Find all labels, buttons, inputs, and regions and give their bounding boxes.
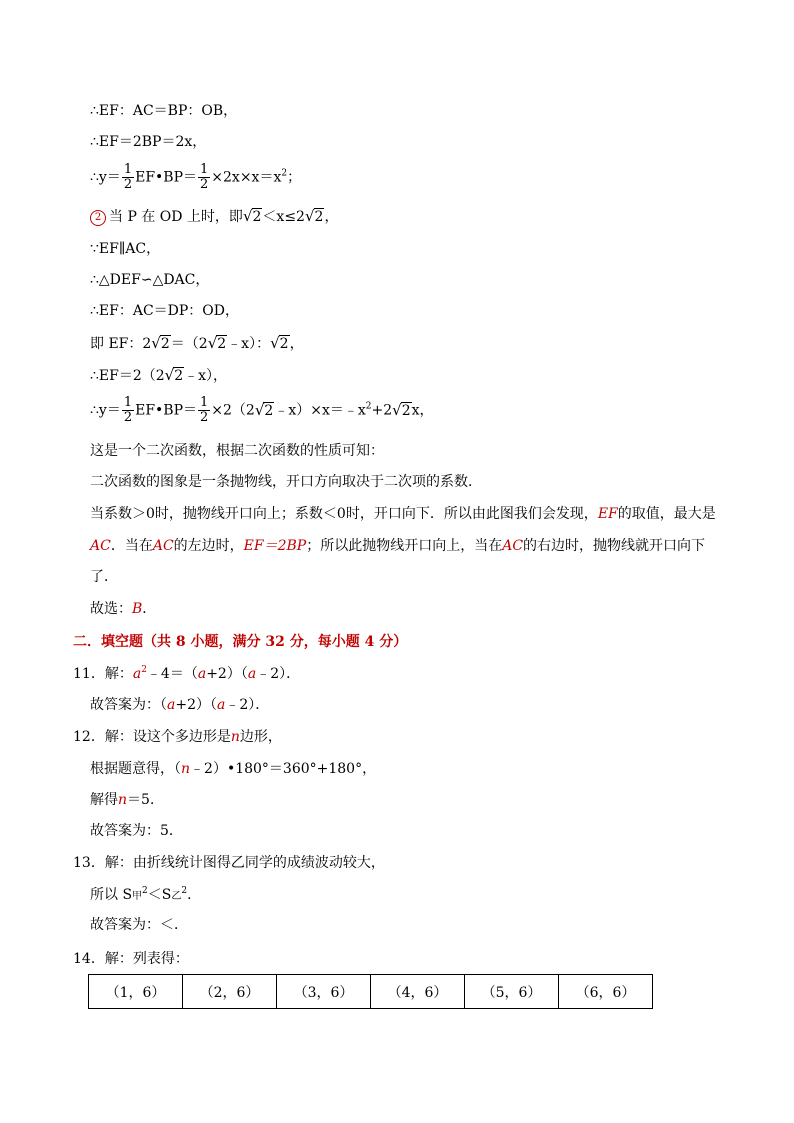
text: ∴EF：AC＝BP：OB，: [90, 103, 238, 119]
answer-choice: [90, 599, 156, 619]
fraction-half: $\frac{1}{2}$: [200, 162, 209, 192]
text: ＝5．: [127, 792, 164, 808]
table-cell: （1，6）: [89, 975, 183, 1009]
text: ×2（2: [211, 402, 255, 419]
math-var: a: [197, 666, 207, 682]
q13-line-2: [90, 885, 201, 907]
text: ；: [287, 169, 302, 186]
text: ﹣x）：: [227, 336, 271, 352]
solution-line-10: [90, 396, 434, 425]
text: ﹣4＝（: [146, 666, 198, 682]
text: 12．解：设这个多边形是: [73, 729, 231, 745]
text: 13．解：由折线统计图得乙同学的成绩波动较大，: [73, 855, 385, 871]
text: 故答案为：（: [90, 697, 167, 713]
outcome-table: [88, 974, 653, 1009]
text: 的取值，最大是: [617, 506, 716, 522]
text: ∴EF＝2BP＝2x，: [90, 134, 207, 150]
exponent: 2: [141, 665, 147, 675]
q13-answer: [90, 915, 188, 935]
solution-line-8: [90, 333, 304, 354]
table-row: [89, 975, 653, 1009]
text: ∴EF：AC＝DP：OD，: [90, 303, 240, 319]
text: ∴EF＝2（2: [90, 368, 165, 384]
table-cell: （4，6）: [371, 975, 465, 1009]
text: ﹣x）×x＝﹣x: [274, 402, 366, 419]
text: 所以 S: [90, 887, 133, 903]
q12-line-1: [73, 727, 282, 747]
solution-line-3: [90, 163, 301, 192]
text: 故选：: [90, 601, 132, 617]
text: +2: [371, 402, 393, 419]
text: 的右边时，抛物线就开口向下: [523, 538, 706, 554]
sqrt-2: √2: [151, 334, 170, 352]
solution-line-5: [90, 239, 160, 259]
sqrt-2: √2: [164, 366, 184, 384]
q11-answer: [90, 695, 269, 715]
q12-answer: [90, 821, 183, 841]
math-var: EF＝2BP: [243, 538, 307, 554]
text: ﹣2）．: [225, 697, 270, 713]
text: 的左边时，: [173, 538, 244, 554]
table-cell: （6，6）: [559, 975, 653, 1009]
text: ∴△DEF∽△DAC，: [90, 272, 210, 288]
solution-line-9: [90, 365, 227, 386]
solution-line-7: [90, 301, 239, 321]
sqrt-2: √2: [392, 400, 411, 419]
math-var: EF: [597, 506, 618, 522]
math-var: n: [181, 761, 191, 777]
text: x，: [411, 402, 434, 419]
text: 边形，: [239, 729, 282, 745]
circled-number-icon: 2: [90, 210, 106, 226]
text: 二次函数的图象是一条抛物线，开口方向取决于二次项的系数．: [90, 474, 482, 490]
subscript: 乙: [171, 891, 182, 902]
text: ＜S: [147, 887, 172, 903]
math-var: n: [230, 729, 240, 745]
math-var: AC: [152, 538, 174, 554]
math-var: a: [247, 666, 257, 682]
text: ．当在: [110, 538, 153, 554]
text: ＜x≤2: [262, 209, 305, 225]
fraction-half: $\frac{1}{2}$: [123, 162, 133, 192]
text: 11．解：: [73, 666, 133, 682]
paragraph-1: [90, 441, 384, 461]
text: ．: [142, 601, 157, 617]
text: ∴y＝: [90, 402, 121, 419]
table-cell: （5，6）: [465, 975, 559, 1009]
subscript: 甲: [132, 891, 143, 902]
text: 二．填空题（共 8 小题，满分 32 分，每小题 4 分）: [73, 634, 408, 650]
text: ，: [289, 336, 304, 352]
text: 故答案为：＜．: [90, 917, 188, 933]
solution-line-6: [90, 270, 209, 290]
text: 当 P 在 OD 上时，即: [109, 209, 243, 225]
exponent: 2: [281, 168, 288, 179]
q11-line-1: [73, 664, 300, 684]
math-var: AC: [502, 538, 524, 554]
math-var: a: [217, 697, 226, 713]
text: +2）（: [175, 697, 217, 713]
table-cell: （2，6）: [183, 975, 277, 1009]
math-var: a: [167, 697, 176, 713]
q13-line-1: [73, 853, 385, 873]
text: 14．解：列表得：: [73, 951, 189, 967]
paragraph-4: [90, 536, 705, 556]
text: ＝（2: [170, 336, 208, 352]
text: ﹣x），: [184, 368, 228, 384]
text: 即 EF：2: [90, 336, 152, 352]
text: 根据题意得，（: [90, 761, 181, 777]
table-cell: （3，6）: [277, 975, 371, 1009]
exponent: 2: [181, 886, 188, 896]
solution-line-4: [90, 206, 338, 227]
text: ﹣2）．: [256, 666, 301, 682]
sqrt-2: √2: [270, 334, 289, 352]
text: ，: [324, 209, 339, 225]
math-var: B: [132, 601, 143, 617]
math-var: AC: [90, 538, 111, 554]
text: +2）（: [206, 666, 248, 682]
sqrt-2: √2: [254, 400, 274, 419]
exponent: 2: [365, 401, 372, 412]
text: EF•BP＝: [135, 169, 198, 186]
text: EF•BP＝: [135, 402, 198, 419]
solution-line-2: [90, 132, 206, 152]
text: ﹣2）•180°＝360°+180°，: [190, 761, 377, 777]
text: ∴y＝: [90, 169, 121, 186]
text: 解得: [90, 792, 118, 808]
text: 故答案为：5．: [90, 823, 183, 839]
paragraph-2: [90, 472, 482, 492]
fraction-half: $\frac{1}{2}$: [123, 395, 133, 425]
fraction-half: $\frac{1}{2}$: [200, 395, 209, 425]
text: ；所以此抛物线开口向上，当在: [306, 538, 503, 554]
text: ∵EF∥AC，: [90, 241, 161, 257]
q14-line-1: [73, 949, 189, 969]
exponent: 2: [142, 886, 148, 896]
paragraph-3: [90, 504, 716, 524]
math-var: n: [118, 792, 128, 808]
sqrt-2: √2: [304, 207, 324, 225]
sqrt-2: √2: [242, 207, 262, 225]
math-var: a: [132, 666, 142, 682]
sqrt-2: √2: [207, 334, 227, 352]
solution-line-1: [90, 101, 237, 121]
paragraph-5: [90, 567, 118, 587]
q12-line-3: [90, 790, 164, 810]
text: 了．: [90, 569, 118, 585]
section-heading: [73, 632, 407, 652]
text: ．: [187, 887, 202, 903]
text: ×2x×x＝x: [211, 169, 282, 186]
text: 这是一个二次函数，根据二次函数的性质可知：: [90, 443, 384, 459]
text: 当系数＞0时，抛物线开口向上；系数＜0时，开口向下．所以由此图我们会发现，: [90, 506, 598, 522]
q12-line-2: [90, 759, 376, 779]
